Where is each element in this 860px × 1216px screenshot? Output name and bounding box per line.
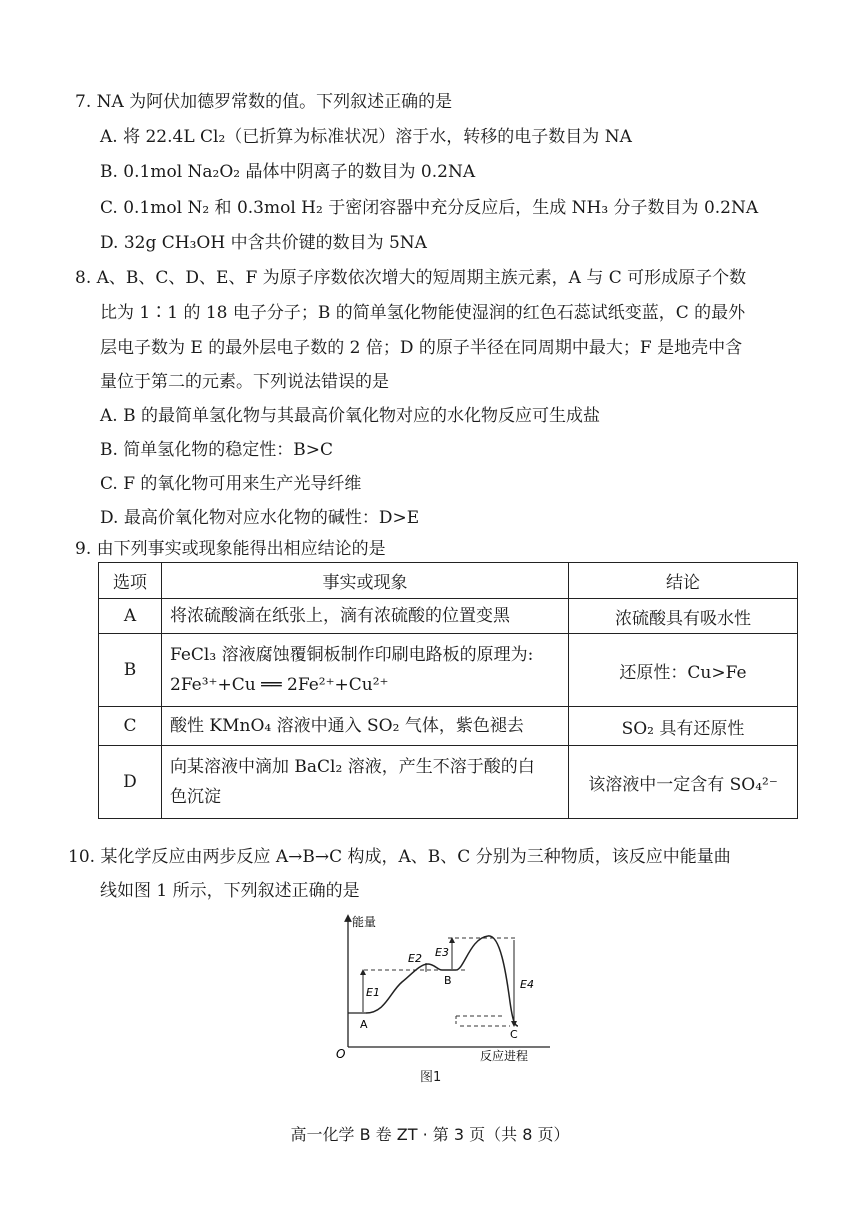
q9-table: [98, 562, 798, 819]
e3-label: E3: [435, 946, 449, 959]
table-row: [99, 746, 798, 819]
table-cell-conclusion: SO₂ 具有还原性: [569, 707, 798, 746]
point-b-label: B: [444, 974, 452, 987]
q8-option-d: D. 最高价氧化物对应水化物的碱性：D>E: [100, 508, 420, 528]
point-c-label: C: [510, 1028, 518, 1041]
table-cell-option: D: [99, 746, 162, 819]
fact-line: FeCl₃ 溶液腐蚀覆铜板制作印刷电路板的原理为:: [170, 645, 534, 665]
table-header: 结论: [569, 563, 798, 599]
point-a-label: A: [360, 1018, 368, 1031]
table-header-row: [99, 563, 798, 599]
table-cell-option: B: [99, 634, 162, 707]
table-cell-option: C: [99, 707, 162, 746]
q8-option-c: C. F 的氧化物可用来生产光导纤维: [100, 474, 362, 494]
q7-option-c: C. 0.1mol N₂ 和 0.3mol H₂ 于密闭容器中充分反应后，生成 NH₃ 分子数目为 0.2NA: [100, 198, 759, 218]
q8-stem-line: 量位于第二的元素。下列说法错误的是: [100, 372, 389, 392]
fact-line: 色沉淀: [170, 787, 221, 807]
q8-stem-line: 层电子数为 E 的最外层电子数的 2 倍；D 的原子半径在同周期中最大；F 是地壳中含: [100, 338, 743, 358]
table-cell-conclusion: 浓硫酸具有吸水性: [569, 599, 798, 634]
table-row: [99, 634, 798, 707]
table-row: [99, 707, 798, 746]
q8-option-a: A. B 的最简单氢化物与其最高价氧化物对应的水化物反应可生成盐: [100, 406, 600, 426]
table-cell-fact: [162, 746, 569, 819]
fact-line: 酸性 KMnO₄ 溶液中通入 SO₂ 气体，紫色褪去: [170, 716, 524, 736]
x-axis-label: 反应进程: [480, 1049, 529, 1062]
q7-stem: 7. NA 为阿伏加德罗常数的值。下列叙述正确的是: [75, 92, 453, 112]
q7-option-d: D. 32g CH₃OH 中含共价键的数目为 5NA: [100, 233, 427, 253]
figure-caption: 图1: [420, 1070, 442, 1085]
e2-label: E2: [408, 952, 422, 965]
origin-label: O: [336, 1047, 346, 1061]
e1-label: E1: [366, 986, 380, 999]
q10-stem-line: 线如图 1 所示，下列叙述正确的是: [100, 881, 360, 901]
table-cell-fact: [162, 634, 569, 707]
y-axis-label: 能量: [352, 915, 377, 929]
q8-stem-line: 比为 1∶1 的 18 电子分子；B 的简单氢化物能使湿润的红色石蕊试纸变蓝，C 的最外: [100, 303, 746, 323]
table-cell-option: A: [99, 599, 162, 634]
table-cell-fact: [162, 707, 569, 746]
table-cell-fact: [162, 599, 569, 634]
table-cell-conclusion: 该溶液中一定含有 SO₄²⁻: [569, 746, 798, 819]
q9-stem: 9. 由下列事实或现象能得出相应结论的是: [75, 539, 386, 559]
page-footer: 高一化学 B 卷 ZT · 第 3 页（共 8 页）: [290, 1125, 570, 1144]
table-header: 选项: [99, 563, 162, 599]
q10-stem-line: 10. 某化学反应由两步反应 A→B→C 构成，A、B、C 分别为三种物质，该反应中能量曲: [68, 847, 731, 867]
q8-option-b: B. 简单氢化物的稳定性：B>C: [100, 440, 334, 460]
fact-line: 将浓硫酸滴在纸张上，滴有浓硫酸的位置变黑: [170, 606, 510, 626]
table-header: 事实或现象: [162, 563, 569, 599]
fact-line: 2Fe³⁺+Cu ══ 2Fe²⁺+Cu²⁺: [170, 675, 389, 695]
fact-line: 向某溶液中滴加 BaCl₂ 溶液，产生不溶于酸的白: [170, 757, 535, 777]
e4-label: E4: [520, 978, 534, 991]
table-row: [99, 599, 798, 634]
q7-option-b: B. 0.1mol Na₂O₂ 晶体中阴离子的数目为 0.2NA: [100, 162, 476, 182]
table-cell-conclusion: 还原性：Cu>Fe: [569, 634, 798, 707]
energy-diagram: [330, 912, 560, 1062]
q8-stem-line: 8. A、B、C、D、E、F 为原子序数依次增大的短周期主族元素，A 与 C 可形成原子个数: [75, 268, 747, 288]
q7-option-a: A. 将 22.4L Cl₂（已折算为标准状况）溶于水，转移的电子数目为 NA: [100, 127, 632, 147]
